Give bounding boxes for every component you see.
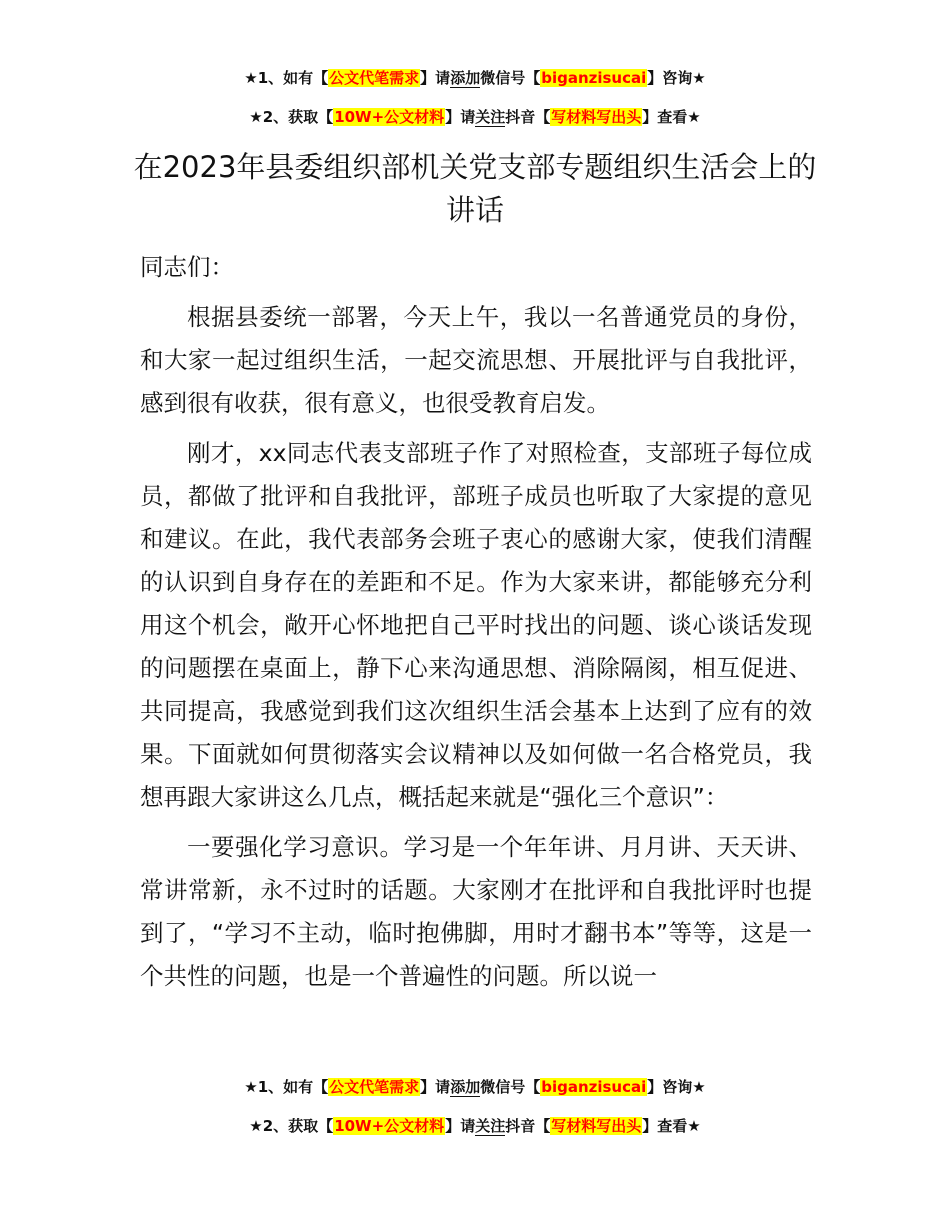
banner-text: 抖音【: [505, 1117, 551, 1135]
paragraph-1: 根据县委统一部署，今天上午，我以一名普通党员的身份，和大家一起过组织生活，一起交流思想、开展批评与自我批评，感到很有收获，很有意义，也很受教育启发。: [140, 303, 812, 417]
banner-underlined-text: 添加: [450, 1078, 481, 1096]
banner-text: ★1、如有【: [244, 1078, 329, 1096]
banner-highlight-douyin: 写材料写出头: [551, 1117, 642, 1135]
banner-text: 抖音【: [505, 108, 551, 126]
paragraph-3: 一要强化学习意识。学习是一个年年讲、月月讲、天天讲、常讲常新，永不过时的话题。大家刚才在批评和自我批评时也提到了，“学习不主动，临时抱佛脚，用时才翻书本”等等，这是一个共性的问题，也是一个普遍性的问题。所以说一: [140, 833, 812, 990]
banner-highlight-materials: 10W+公文材料: [334, 108, 445, 126]
banner-text: 】咨询★: [647, 1078, 706, 1096]
banner-underlined-text: 关注: [475, 1117, 506, 1135]
banner-highlight-wechat-id: biganzisucai: [541, 1078, 647, 1096]
banner-highlight-service: 公文代笔需求: [329, 69, 420, 87]
document-body: [140, 246, 812, 1005]
banner-text: 】查看★: [642, 1117, 701, 1135]
banner-text: 】请: [445, 1117, 476, 1135]
banner-text: ★2、获取【: [249, 108, 334, 126]
banner-underlined-text: 关注: [475, 108, 506, 126]
banner-highlight-service: 公文代笔需求: [329, 1078, 420, 1096]
paragraph-2: 刚才，xx同志代表支部班子作了对照检查，支部班子每位成员，都做了批评和自我批评，部班子成员也听取了大家提的意见和建议。在此，我代表部务会班子衷心的感谢大家，使我们清醒的认识到自身存在的差距和不足。作为大家来讲，都能够充分利用这个机会，敞开心怀地把自己平时找出的问题、谈心谈话发现的问题摆在桌面上，静下心来沟通思想、消除隔阂，相互促进、共同提高，我感觉到我们这次组织生活会基本上达到了应有的效果。下面就如何贯彻落实会议精神以及如何做一名合格党员，我想再跟大家讲这么几点，概括起来就是“强化三个意识”：: [140, 439, 812, 811]
footer-banner-line-1: [0, 1077, 950, 1097]
banner-highlight-douyin: 写材料写出头: [551, 108, 642, 126]
banner-text: ★2、获取【: [249, 1117, 334, 1135]
greeting: 同志们：: [140, 253, 234, 281]
banner-text: 微信号【: [480, 69, 541, 87]
banner-text: 】请: [445, 108, 476, 126]
banner-text: 】咨询★: [647, 69, 706, 87]
footer-banner-line-2: [0, 1116, 950, 1136]
banner-text: 】查看★: [642, 108, 701, 126]
header-banner-line-2: [0, 107, 950, 127]
banner-text: 】请: [420, 69, 451, 87]
banner-highlight-wechat-id: biganzisucai: [541, 69, 647, 87]
banner-highlight-materials: 10W+公文材料: [334, 1117, 445, 1135]
banner-text: 微信号【: [480, 1078, 541, 1096]
banner-underlined-text: 添加: [450, 69, 481, 87]
document-title: 在2023年县委组织部机关党支部专题组织生活会上的讲话: [133, 150, 817, 227]
banner-text: 】请: [420, 1078, 451, 1096]
banner-text: ★1、如有【: [244, 69, 329, 87]
header-banner-line-1: [0, 68, 950, 88]
